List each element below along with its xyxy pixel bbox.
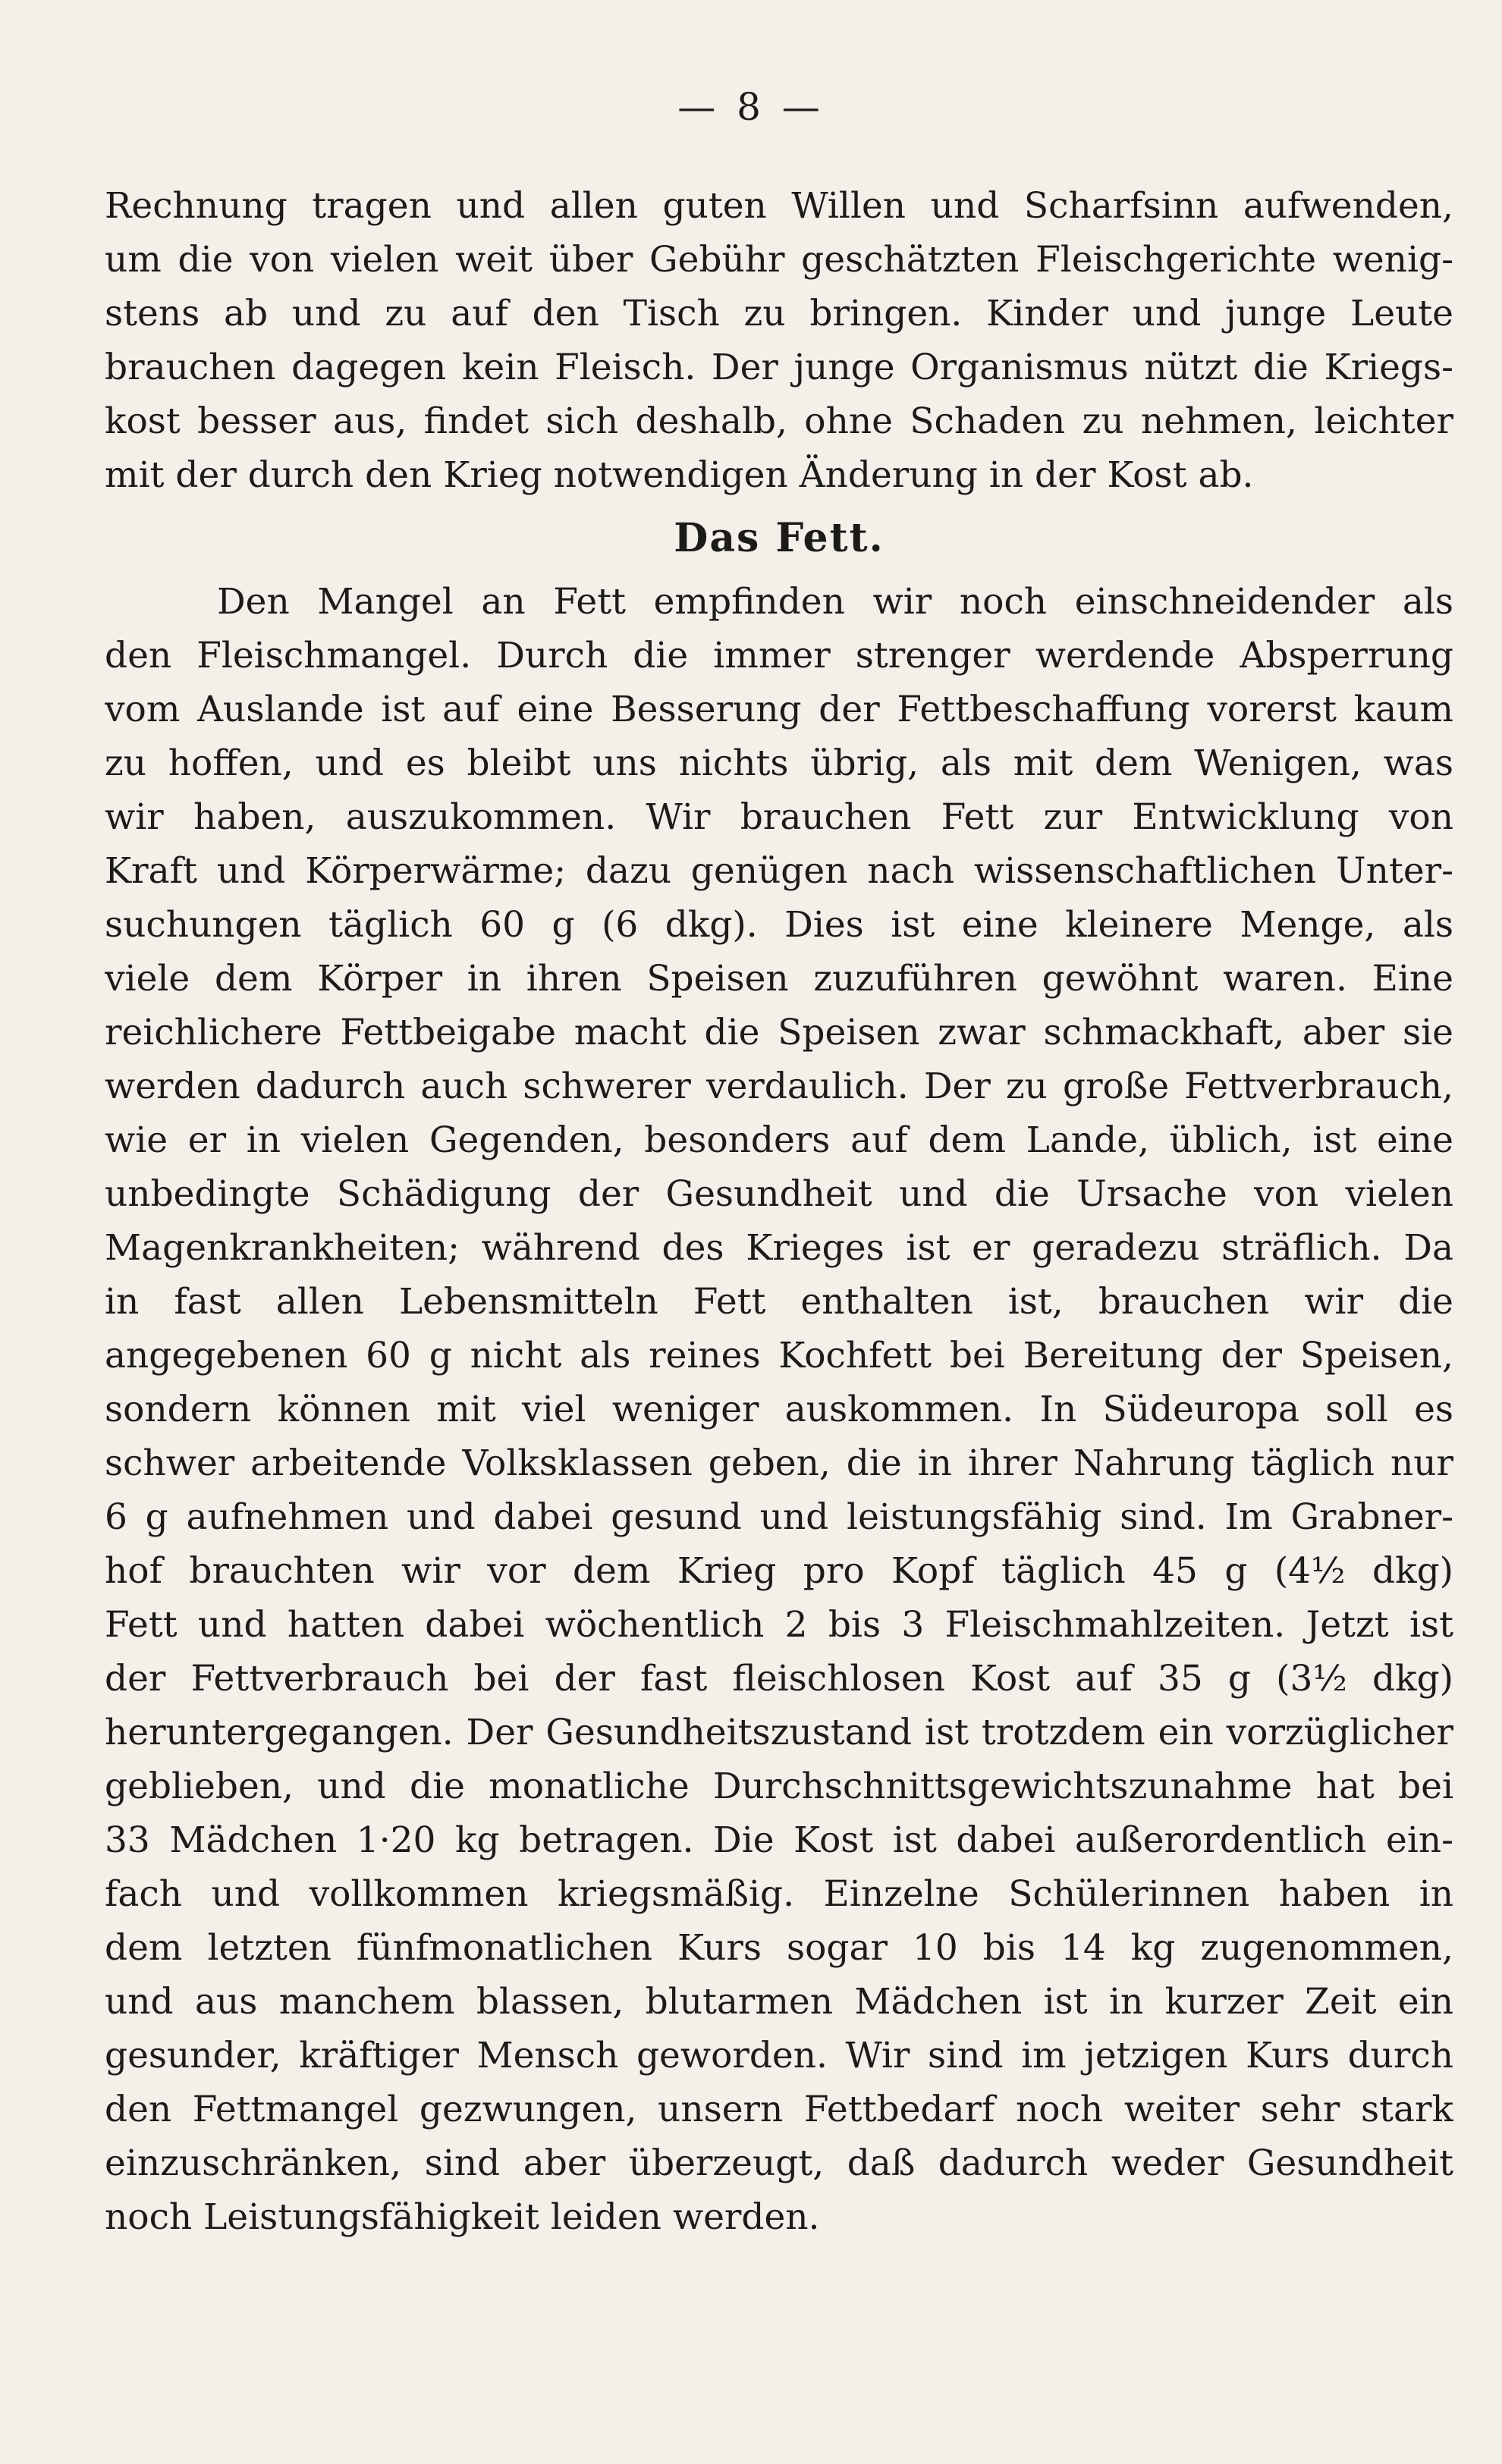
text-line: suchungen täglich 60 g (6 dkg). Dies ist eine kleinere Menge, als — [105, 904, 1453, 946]
text-line: zu hoffen, und es bleibt uns nichts übrig, als mit dem Wenigen, was — [105, 742, 1453, 784]
text-line: Fett und hatten dabei wöchentlich 2 bis 3 Fleischmahlzeiten. Jetzt ist — [105, 1604, 1453, 1646]
paragraph-2 — [105, 575, 1453, 2244]
text-line: und aus manchem blassen, blutarmen Mädchen ist in kurzer Zeit ein — [105, 1981, 1453, 2023]
text-line: reichlichere Fettbeigabe macht die Speisen zwar schmackhaft, aber sie — [105, 1012, 1453, 1053]
text-block — [105, 179, 1453, 2244]
text-line: den Fleischmangel. Durch die immer strenger werdende Absperrung — [105, 635, 1453, 676]
text-line: wie er in vielen Gegenden, besonders auf dem Lande, üblich, ist eine — [105, 1119, 1453, 1161]
text-line: dem letzten fünfmonatlichen Kurs sogar 10 bis 14 kg zugenommen, — [105, 1927, 1453, 1969]
text-line: sondern können mit viel weniger auskommen. In Südeuropa soll es — [105, 1389, 1453, 1430]
text-line: Rechnung tragen und allen guten Willen und Scharfsinn aufwenden, — [105, 185, 1453, 227]
text-line: brauchen dagegen kein Fleisch. Der junge Organismus nützt die Kriegs- — [105, 347, 1453, 388]
text-line: viele dem Körper in ihren Speisen zuzuführen gewöhnt waren. Eine — [105, 958, 1453, 1000]
text-line: unbedingte Schädigung der Gesundheit und die Ursache von vielen — [105, 1173, 1453, 1215]
text-line: mit der durch den Krieg notwendigen Änderung in der Kost ab. — [105, 454, 1254, 496]
text-line: Den Mangel an Fett empfinden wir noch einschneidender als — [217, 581, 1453, 623]
text-line: um die von vielen weit über Gebühr geschätzten Fleischgerichte wenig- — [105, 239, 1453, 281]
page-number: — 8 — — [677, 85, 825, 129]
text-line: hof brauchten wir vor dem Krieg pro Kopf täglich 45 g (4½ dkg) — [105, 1550, 1453, 1592]
text-line: der Fettverbrauch bei der fast fleischlosen Kost auf 35 g (3½ dkg) — [105, 1658, 1453, 1700]
paragraph-1 — [105, 179, 1453, 502]
text-line: den Fettmangel gezwungen, unsern Fettbedarf noch weiter sehr stark — [105, 2089, 1453, 2130]
text-line: wir haben, auszukommen. Wir brauchen Fett zur Entwicklung von — [105, 796, 1453, 838]
text-line: noch Leistungsfähigkeit leiden werden. — [105, 2196, 820, 2238]
text-line: Magenkrankheiten; während des Krieges ist er geradezu sträflich. Da — [105, 1227, 1453, 1269]
text-line: kost besser aus, findet sich deshalb, ohne Schaden zu nehmen, leichter — [105, 400, 1453, 442]
text-line: werden dadurch auch schwerer verdaulich. Der zu große Fettverbrauch, — [105, 1066, 1453, 1107]
text-line: geblieben, und die monatliche Durchschnittsgewichtszunahme hat bei — [105, 1766, 1453, 1807]
text-line: fach und vollkommen kriegsmäßig. Einzelne Schülerinnen haben in — [105, 1873, 1453, 1915]
text-line: 33 Mädchen 1·20 kg betragen. Die Kost ist dabei außerordentlich ein- — [105, 1819, 1453, 1861]
text-line: schwer arbeitende Volksklassen geben, die in ihrer Nahrung täglich nur — [105, 1442, 1453, 1484]
section-heading: Das Fett. — [674, 515, 885, 561]
text-line: in fast allen Lebensmitteln Fett enthalten ist, brauchen wir die — [105, 1281, 1453, 1323]
text-line: 6 g aufnehmen und dabei gesund und leistungsfähig sind. Im Grabner- — [105, 1496, 1453, 1538]
text-line: stens ab und zu auf den Tisch zu bringen. Kinder und junge Leute — [105, 293, 1453, 334]
text-line: Kraft und Körperwärme; dazu genügen nach wissenschaftlichen Unter- — [105, 850, 1453, 892]
text-line: heruntergegangen. Der Gesundheitszustand ist trotzdem ein vorzüglicher — [105, 1712, 1453, 1753]
text-line: vom Auslande ist auf eine Besserung der Fettbeschaffung vorerst kaum — [105, 689, 1453, 730]
text-line: einzuschränken, sind aber überzeugt, daß dadurch weder Gesundheit — [105, 2142, 1453, 2184]
text-line: gesunder, kräftiger Mensch geworden. Wir sind im jetzigen Kurs durch — [105, 2035, 1453, 2076]
text-line: angegebenen 60 g nicht als reines Kochfett bei Bereitung der Speisen, — [105, 1335, 1453, 1376]
